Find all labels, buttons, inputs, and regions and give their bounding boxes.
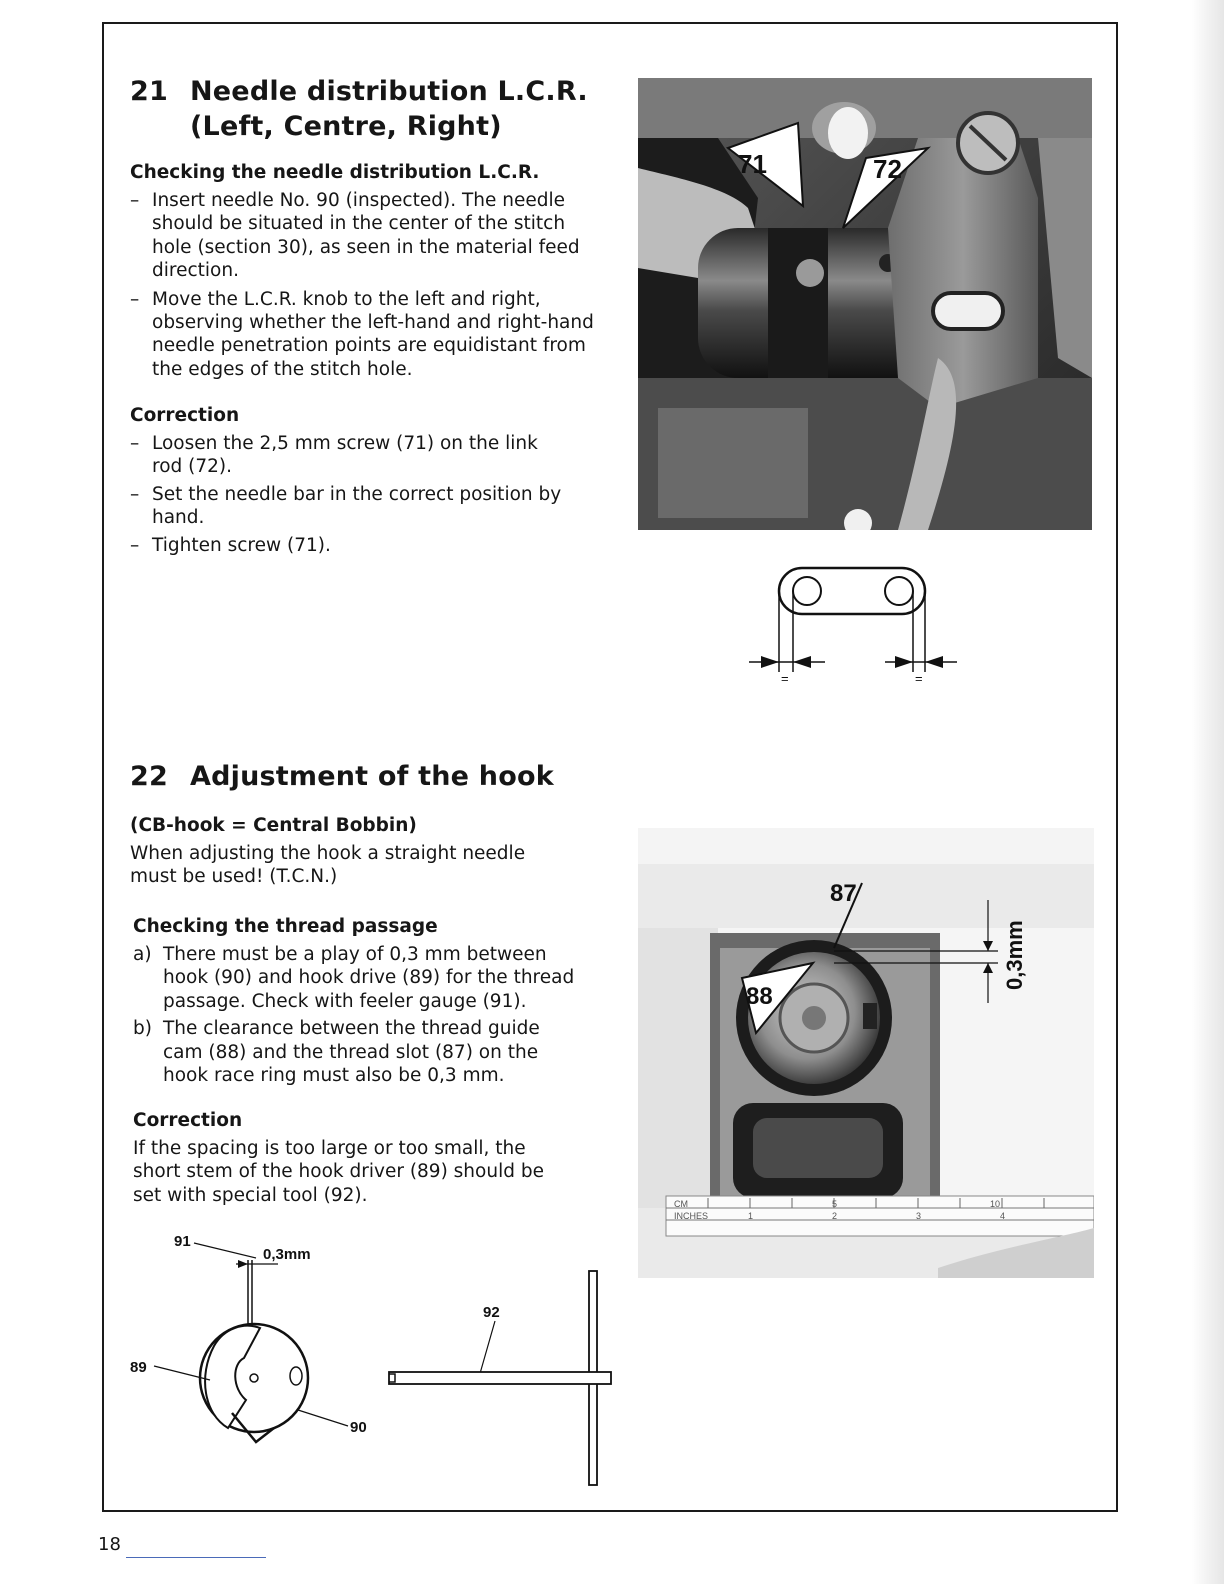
section-22-correction-heading: Correction [133,1110,243,1131]
page-edge-shadow [1116,0,1224,1584]
photo-label-72: 72 [873,154,902,184]
list-item-text: There must be a play of 0,3 mm between hook (90) and hook drive (89) for the thread passage. Check with feeler gauge (91). [163,944,575,1012]
photo-hook-bobbin [638,828,1094,1278]
ruler-label-cm: CM [674,1199,688,1209]
list-item-text: Tighten screw (71). [152,534,331,556]
list-item [130,432,570,479]
list-item [130,189,595,283]
diagram-label-92: 92 [483,1304,500,1321]
equal-mark-left: = [781,671,789,685]
diagram-label-89: 89 [130,1359,147,1376]
section-22-title: Adjustment of the hook [190,761,554,792]
photo-label-88: 88 [746,983,773,1010]
page-footer-rule [126,1557,266,1558]
ruler-label-inches: INCHES [674,1211,709,1221]
left-needle-point [793,577,821,605]
list-marker: – [130,433,140,454]
tool-shaft [389,1372,611,1384]
list-item [130,534,570,557]
section-21-title [190,74,610,144]
diagram-label-90: 90 [350,1419,367,1436]
list-item [133,943,583,1013]
ruler-number-5: 5 [832,1199,838,1209]
special-tool-diagram [385,1265,620,1490]
photo-label-87: 87 [830,880,857,907]
ruler-number-4: 4 [1000,1211,1006,1221]
list-marker: – [130,483,140,505]
page-number: 18 [98,1534,121,1555]
list-marker: – [130,288,140,310]
section-22-checking-list [133,943,583,1087]
section-21-correction-heading: Correction [130,405,240,426]
list-item [130,483,570,530]
section-22-intro: When adjusting the hook a straight needle must be used! (T.C.N.) [130,843,526,888]
stitch-hole-outline [779,568,925,614]
diagram-label-gap: 0,3mm [263,1246,311,1263]
list-marker: – [130,534,140,556]
ruler-number-2: 2 [832,1211,838,1221]
photo-needle-bar-link-rod [638,78,1092,530]
section-21-number: 21 [130,76,168,107]
section-21-checking-heading: Checking the needle distribution L.C.R. [130,162,540,183]
photo-label-71: 71 [738,149,767,179]
photo-needle-bar-drawing [638,78,1092,530]
section-21-correction-list [130,432,570,557]
section-21-title-line1: Needle distribution L.C.R. [190,76,588,107]
photo-label-gap: 0,3mm [1002,920,1027,990]
list-item [133,1017,583,1087]
list-item-text: Loosen the 2,5 mm screw (71) on the link rod (72). [152,433,538,478]
right-needle-point [885,577,913,605]
photo-hook-drawing [638,828,1094,1278]
section-21-checking-list [130,189,595,381]
section-22-number: 22 [130,761,168,792]
ruler-number-1: 1 [748,1211,754,1221]
ruler-number-3: 3 [916,1211,922,1221]
list-marker: b) [133,1018,152,1040]
stitch-hole-diagram [745,560,965,685]
section-22-correction-text: If the spacing is too large or too small, the short stem of the hook driver (89) should be set with special tool (92). [133,1138,544,1206]
section-22-checking-heading: Checking the thread passage [133,916,438,937]
diagram-label-91: 91 [174,1233,191,1250]
ruler-number-10: 10 [990,1199,1001,1209]
list-marker: a) [133,944,152,965]
section-22-subtitle: (CB-hook = Central Bobbin) [130,815,417,836]
list-item-text: Move the L.C.R. knob to the left and right, observing whether the left-hand and right-hand needle penetration points are equidistant from the edges of the stitch hole. [152,288,594,380]
list-item-text: The clearance between the thread guide cam (88) and the thread slot (87) on the hook race ring must also be 0,3 mm. [163,1018,540,1087]
list-item-text: Insert needle No. 90 (inspected). The needle should be situated in the center of the stitch hole (section 30), as seen in the material feed direction. [152,190,580,282]
list-item [130,288,595,382]
list-item-text: Set the needle bar in the correct position by hand. [152,483,562,529]
list-marker: – [130,190,140,211]
hook-feeler-gauge-diagram [128,1228,388,1448]
section-21-title-line2: (Left, Centre, Right) [190,111,502,142]
equal-mark-right: = [915,671,923,685]
